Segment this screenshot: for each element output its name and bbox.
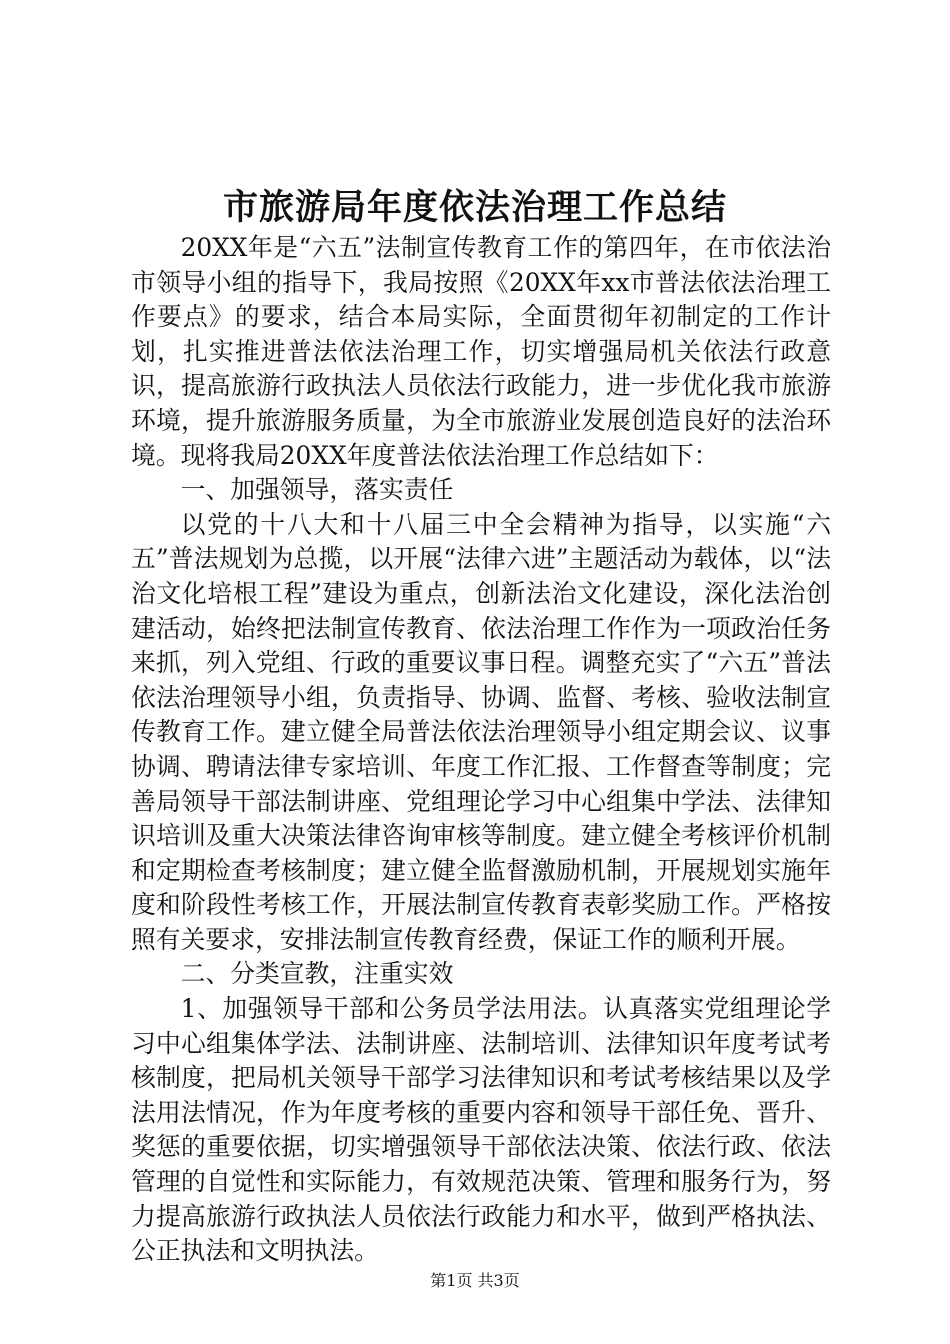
page-number-footer: 第1页 共3页 <box>430 1271 520 1290</box>
section-1-paragraph: 以党的十八大和十八届三中全会精神为指导，以实施“六五”普法规划为总揽，以开展“法律六进”主题活动为载体，以“法治文化培根工程”建设为重点，创新法治文化建设，深化法治创建活动，始终把法制宣传教育、依法治理工作作为一项政治任务来抓，列入党组、行政的重要议事日程。调整充实了“六五”普法依法治理领导小组，负责指导、协调、监督、考核、验收法制宣传教育工作。建立健全局普法依法治理领导小组定期会议、议事协调、聘请法律专家培训、年度工作汇报、工作督查等制度；完善局领导干部法制讲座、党组理论学习中心组集中学法、法律知识培训及重大决策法律咨询审核等制度。建立健全考核评价机制和定期检查考核制度；建立健全监督激励机制，开展规划实施年度和阶段性考核工作，开展法制宣传教育表彰奖励工作。严格按照有关要求，安排法制宣传教育经费，保证工作的顺利开展。 <box>131 509 831 954</box>
section-heading-1: 一、加强领导，落实责任 <box>180 475 454 505</box>
document-title: 市旅游局年度依法治理工作总结 <box>222 187 727 228</box>
section-heading-2: 二、分类宣教，注重实效 <box>180 959 454 989</box>
document-body <box>131 231 831 1269</box>
section-2-paragraph-1: 1、加强领导干部和公务员学法用法。认真落实党组理论学习中心组集体学法、法制讲座、法制培训、法律知识年度考试考核制度，把局机关领导干部学习法律知识和考试考核结果以及学法用法情况，作为年度考核的重要内容和领导干部任免、晋升、奖惩的重要依据，切实增强领导干部依法决策、依法行政、依法管理的自觉性和实际能力，有效规范决策、管理和服务行为，努力提高旅游行政执法人员依法行政能力和水平，做到严格执法、公正执法和文明执法。 <box>131 994 831 1266</box>
intro-paragraph: 20XX年是“六五”法制宣传教育工作的第四年，在市依法治市领导小组的指导下，我局按照《20XX年xx市普法依法治理工作要点》的要求，结合本局实际，全面贯彻年初制定的工作计划，扎实推进普法依法治理工作，切实增强局机关依法行政意识，提高旅游行政执法人员依法行政能力，进一步优化我市旅游环境，提升旅游服务质量，为全市旅游业发展创造良好的法治环境。现将我局20XX年度普法依法治理工作总结如下： <box>131 233 831 470</box>
